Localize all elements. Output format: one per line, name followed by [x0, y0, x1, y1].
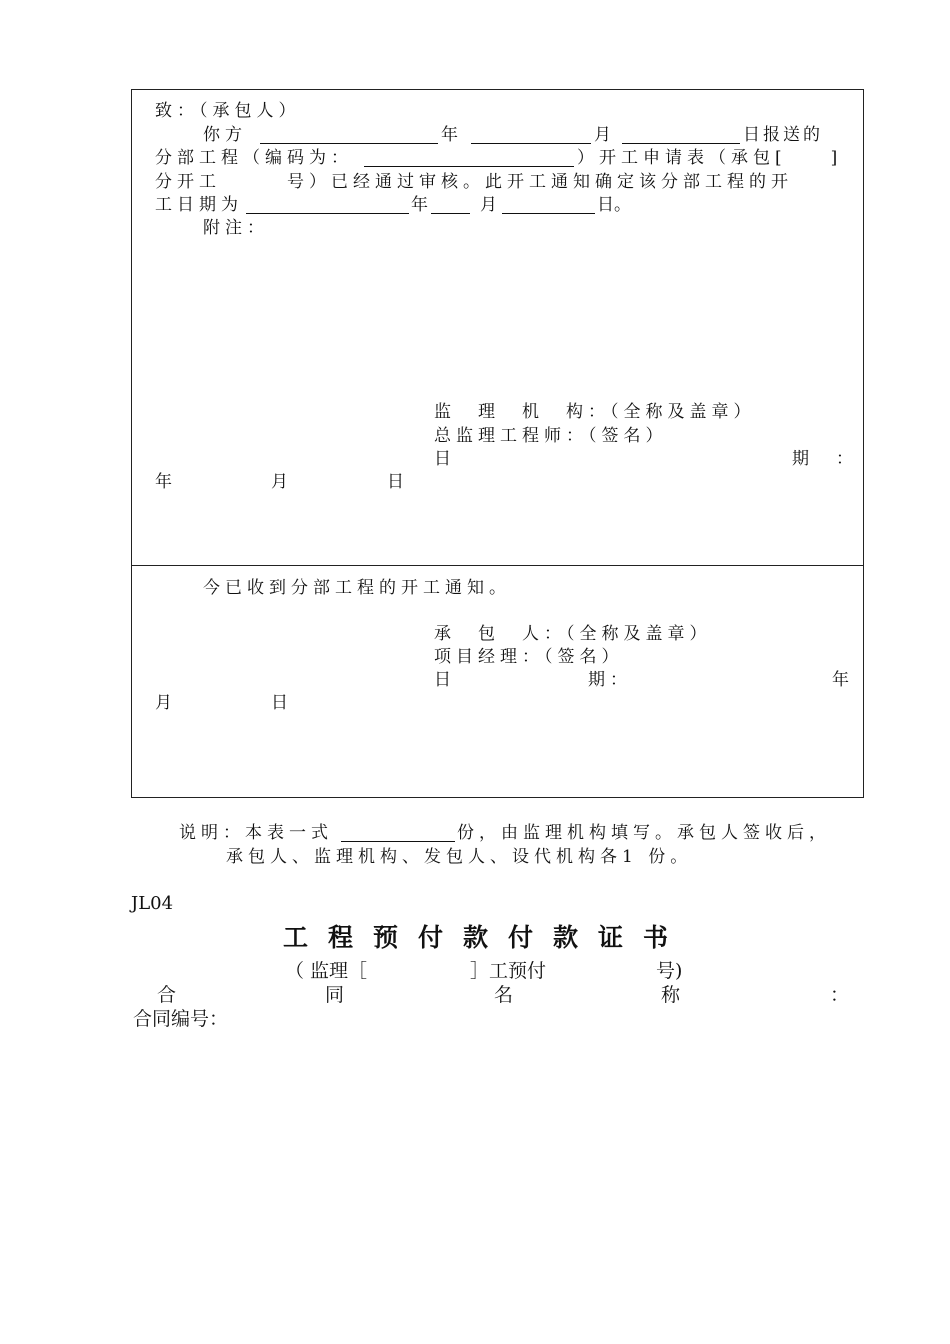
receipt-date-qi: 期： — [588, 670, 632, 690]
contract-name-4: 称 — [661, 984, 681, 1006]
line4-year: 年 — [411, 195, 428, 215]
subtitle-close: 号) — [656, 960, 683, 982]
receipt-contractor: 承 包 人：（全称及盖章） — [434, 624, 712, 644]
start-year-blank[interactable] — [246, 213, 409, 214]
doc-code: JL04 — [131, 893, 174, 914]
chief-engineer: 总监理工程师：（签名） — [434, 426, 668, 446]
remark-label: 附注： — [203, 218, 269, 238]
line1-year: 年 — [441, 125, 458, 145]
start-day-blank[interactable] — [502, 213, 595, 214]
subtitle-open: （ 监理［ — [285, 960, 368, 982]
sign-month: 月 — [271, 472, 288, 492]
code-blank[interactable] — [364, 166, 574, 167]
submit-month-blank[interactable] — [471, 143, 591, 144]
submit-year-blank[interactable] — [260, 143, 438, 144]
contract-name-1: 合 — [157, 984, 177, 1006]
sign-year: 年 — [155, 472, 172, 492]
sign-date-qi: 期 ： — [792, 449, 858, 469]
line4-day: 日。 — [597, 195, 631, 215]
line2-suffix: ）开工申请表（承包[ ] — [577, 148, 843, 168]
receipt-manager: 项目经理：（签名） — [434, 647, 624, 667]
line4-month: 月 — [480, 195, 497, 215]
line1-tail: 日报送的 — [743, 125, 823, 145]
sign-day: 日 — [387, 472, 404, 492]
subtitle-mid: ］工预付 — [470, 960, 547, 982]
receipt-day: 日 — [271, 693, 288, 713]
start-month-blank[interactable] — [431, 213, 470, 214]
line1-prefix: 你方 — [203, 125, 247, 145]
line4-prefix: 工日期为 — [155, 195, 243, 215]
receipt-date-ri: 日 — [434, 670, 451, 690]
to-line: 致：（承包人） — [155, 101, 301, 121]
sign-date-ri: 日 — [434, 449, 451, 469]
line1-month: 月 — [594, 125, 611, 145]
footnote-line1-a: 说明：本表一式 — [179, 823, 333, 843]
line2-prefix: 分部工程（编码为： — [155, 148, 353, 168]
receipt-year: 年 — [832, 670, 849, 690]
doc-title: 工程预付款付款证书 — [283, 923, 689, 952]
contract-number-label: 合同编号： — [133, 1008, 229, 1030]
contract-name-3: 名 — [494, 984, 514, 1006]
receipt-text: 今已收到分部工程的开工通知。 — [203, 578, 511, 598]
line3: 分开工 号）已经通过审核。此开工通知确定该分部工程的开 — [155, 172, 793, 192]
supervisor-org: 监 理 机 构：（全称及盖章） — [434, 402, 756, 422]
receipt-month: 月 — [155, 693, 172, 713]
footnote-line1-b: 份，由监理机构填写。承包人签收后， — [457, 823, 831, 843]
contract-name-colon: ： — [830, 984, 850, 1006]
footnote-line2: 承包人、监理机构、发包人、设代机构各1 份。 — [226, 847, 693, 867]
submit-day-blank[interactable] — [622, 143, 740, 144]
form-divider — [131, 565, 864, 566]
copies-blank[interactable] — [341, 841, 455, 842]
contract-name-2: 同 — [325, 984, 345, 1006]
